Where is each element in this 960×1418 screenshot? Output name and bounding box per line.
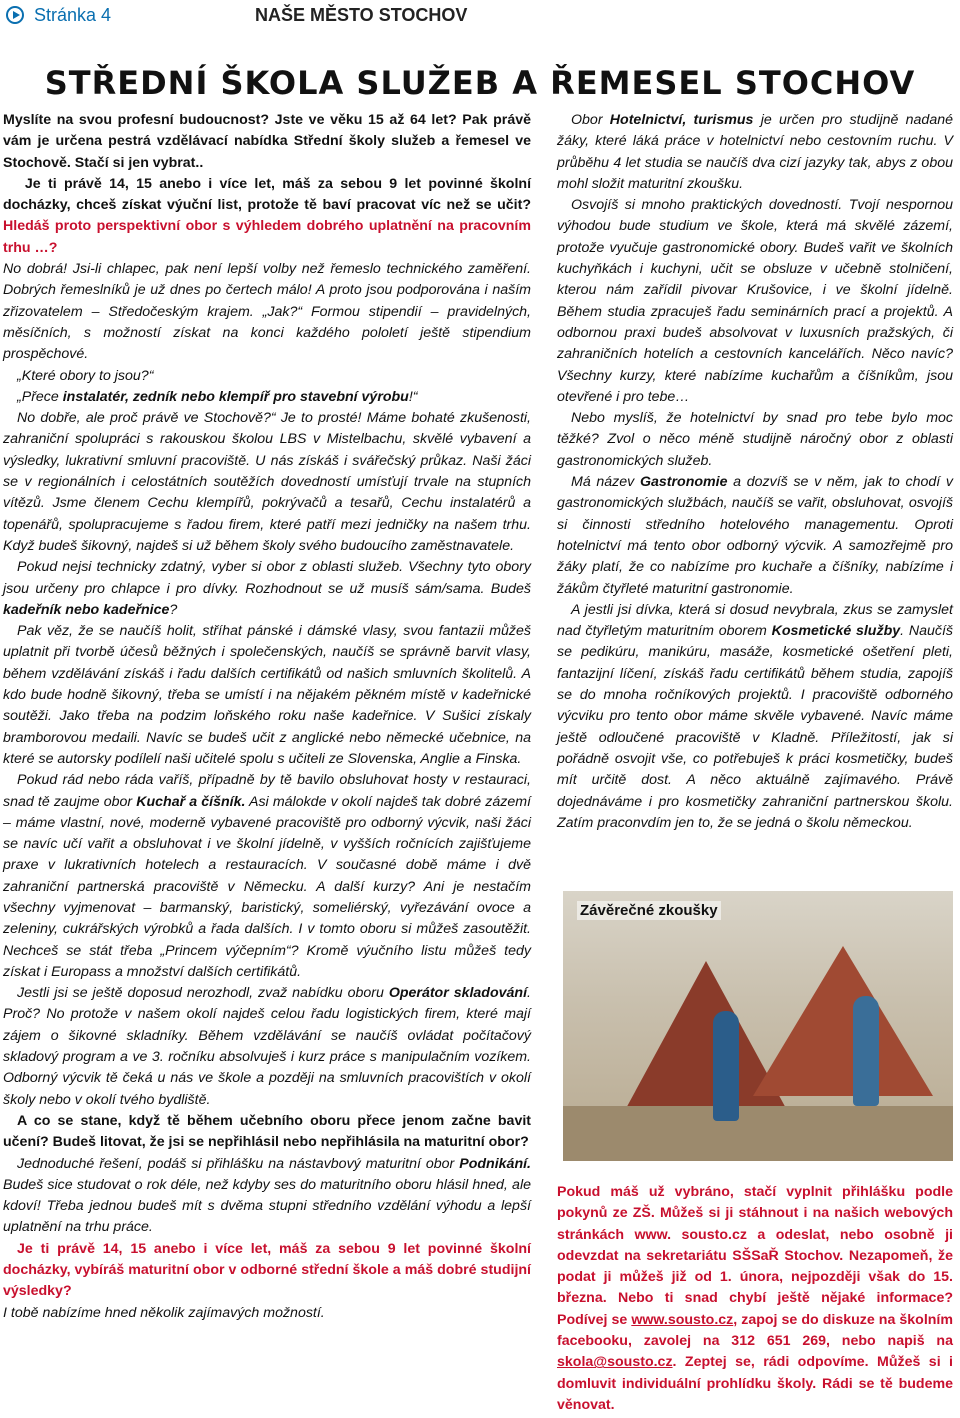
page-label: Stránka 4: [34, 5, 112, 25]
hotel-paragraph: Obor Hotelnictví, turismus je určen pro studijně nadané žáky, které láká práce v hotelnictví nebo cestovním ruchu. V průběhu 4 let studia se naučíš dva cizí jazyky tak, abys z obou mohl složit maturitní zkoušku.: [557, 112, 953, 192]
student-figure: [713, 1011, 739, 1121]
services-paragraph: Pokud nejsi technicky zdatný, vyber si obor z oblasti služeb. Všechny tyto obory jsou určeny pro chlapce i pro dívky. Rozhodnout se už musíš sám/sama. Budeš kadeřník nebo kadeřnice?: [3, 559, 531, 618]
cook-paragraph: Pokud rád nebo ráda vaříš, případně by tě bavilo obsluhovat hosty v restauraci, snad tě zaujme obor Kuchař a číšník. Asi málokde v okolí najdeš tak dobré zázemí – máme vlastní, nové, moderně vybavené pracoviště pro odborný výcvik, naši žáci se navíc učí vařit a obsluhovat i ve školní jídelně, v vyšších ročnících zajišťujeme praxe v lukrativních hotelech a restauracích. V současné době máme i dvě zahraniční partnerská pracoviště v Německu. A další kurzy? Ani je nestačím všechny vyjmenovat – barmanský, baristický, someliérský, vyřezávání ovoce a zeleniny, cukrářských výrobků a řada dalších. I v tomto oboru si můžeš zasoutěžit. Nechceš se stát třeba „Princem výčepním“? Kromě výučního listu můžeš tedy získat i Europass a množství dalších certifikátů.: [3, 772, 531, 980]
photo-caption: Závěrečné zkoušky: [577, 901, 721, 920]
roof-model: [753, 946, 933, 1096]
maturita-intro: Je ti právě 14, 15 anebo i více let, máš za sebou 9 let povinné školní docházky, vybíráš maturitní obor v odborné střední škole a máš dobré studijní výsledky?: [3, 1240, 531, 1300]
application-box: Pokud máš už vybráno, stačí vyplnit přihlášku podle pokynů ze ZŠ. Můžeš si ji stáhnout i na našich webových stránkách www. sousto.cz a odeslat, nebo osobně ji odevzdat na sekretariátu SŠSaŘ Stochov. Nezapomeň, že podat ji můžeš již od 1. února, nejpozději však do 15. března. Nebo ti snad chybí ještě nějaké informace? Podívej se www.sousto.cz, zapoj se do diskuze na školním facebooku, zavolej na 312 651 269, nebo napiš na skola@sousto.cz. Zeptej se, rádi odpovíme. Můžeš si i domluvit individuální prohlídku školy. Rádi se tě budeme věnovat.: [557, 1184, 953, 1413]
left-column: [3, 110, 531, 1324]
maturita-question: A co se stane, když tě během učebního oboru přece jenom začne bavit učení? Budeš litovat, že jsi se nepřihlásil nebo nepřihlásila na maturitní obor?: [3, 1112, 531, 1151]
student-figure: [853, 996, 879, 1106]
gastronomy-paragraph: Má název Gastronomie a dozvíš se v něm, jak to chodí v gastronomických službách, naučíš se vařit, obsluhovat, osvojíš si činnosti středního hotelového managementu. Oproti hotelnictví má tento obor odborný výcvik. A samozřejmě pro žáky platí, že co nabízíme pro kuchaře a číšníky, nabízíme i žákům čtyřleté maturitní gastronomie.: [557, 474, 954, 597]
skills-paragraph: Osvojíš si mnoho praktických dovedností. Tvojí nespornou výhodou bude studium ve škole, která má skvělé zázemí, protože vyučuje gastronomické obory. Budeš vařit ve školních kuchyňkách i kuchyni, učit se obsluze v učebně stolničení, kterou nám zařídil pivovar Krušovice, i ve školní jídelně. Během studia zpracuješ řadu seminárních prací a projektů. A odbornou praxi budeš absolvovat v luxusních pražských, či zahraničních hotelích a cestovních kancelářích. Něco navíc? Všechny kurzy, které nabízíme kuchařům a číšníkům, jsou otevřené i pro tebe…: [557, 197, 953, 405]
play-icon[interactable]: [6, 6, 24, 24]
gastro-question: Nebo myslíš, že hotelnictví by snad pro tebe bylo moc těžké? Zvol o něco méně studijně náročný obor z oblasti gastronomických služeb.: [557, 410, 953, 469]
article-title: STŘEDNÍ ŠKOLA SLUŽEB A ŘEMESEL STOCHOV: [44, 64, 916, 102]
newspaper-name: NAŠE MĚSTO STOCHOV: [255, 5, 468, 25]
why-stochov-paragraph: No dobře, ale proč právě ve Stochově?“ Je to prosté! Máme bohaté zkušenosti, zahraniční spolupráci s rakouskou školou LBS v Mistelbachu, skvělé vybavení a výsledky, lukrativní smluvní pracoviště. U nás získáš i svářečský průkaz. Naši žáci se v regionálních i celostátních soutěžích dovedností umísťují trvale na stupních vítězů. Jsme členem Cechu klempířů, pokrývačů a tesařů, Cechu instalatérů a topenářů, spolupracujeme s řadou firem, které patří mezi jedničky na našem trhu. Když budeš šikovný, najdeš si už během školy svého budoucího zaměstnavatele.: [3, 410, 531, 554]
right-column: [557, 110, 953, 834]
intro-paragraph: Myslíte na svou profesní budoucnost? Jste ve věku 15 až 64 let? Pak právě vám je určena pestrá vzdělávací nabídka Střední školy služeb a řemesel ve Stochově. Stačí si jen vybrat..: [3, 112, 531, 171]
question-line: „Které obory to jsou?“: [17, 367, 154, 384]
closing-line: I tobě nabízíme hned několik zajímavých možností.: [3, 1304, 325, 1321]
page-header: [0, 0, 960, 30]
exam-photo: [563, 891, 953, 1161]
business-paragraph: Jednoduché řešení, podáš si přihlášku na nástavbový maturitní obor Podnikání. Budeš sice studovat o rok déle, než kdyby ses do maturitního oboru hlásil hned, ale kdoví! Třeba jednou budeš mít s dvěma stupni středního vzdělání výhodu a lepší uplatnění na trhu práce.: [3, 1155, 531, 1236]
technical-paragraph: No dobrá! Jsi-li chlapec, pak není lepší volby než řemeslo technického zaměření. Dobrých řemeslníků je už dnes po čertech málo! A proto jsou podporována i naším zřizovatelem – Středočeským krajem. „Jak?“ Formou stipendií – pravidelných, měsíčních, s možností získat na konci každého pololetí ještě stipendium prospěchové.: [3, 261, 531, 363]
apprentice-intro: Je ti právě 14, 15 anebo i více let, máš za sebou 9 let povinné školní docházky, chceš získat výuční list, protože tě baví pracovat víc než se učit? Hledáš proto perspektivní obor s výhledem dobrého uplatnění na pracovním trhu …?: [3, 175, 532, 256]
cosmetics-paragraph: A jestli jsi dívka, která si dosud nevybrala, zkus se zamyslet nad čtyřletým maturitním oborem Kosmetické služby. Naučíš se pedikúru, manikúru, masáže, kosmetické ošetření pleti, fantazijní líčení, získáš řadu certifikátů během studia, zapojíš se do mnoha ročníkových projektů. I pracoviště odborného výcviku pro tento obor máme skvěle vybavené. Navíc máme ještě odloučené pracoviště v Kladně. Příležitostí, jak si pořádně osvojit vše, co potřebuješ k práci kosmetičky, budeš mít určitě dost. A něco aktuálně zajímavého. Právě dojednáváme i pro kosmetičky zahraniční partnerskou školu. Zatím praconvdím jen to, že se jedná o školu německou.: [557, 601, 953, 831]
hairdresser-paragraph: Pak věz, že se naučíš holit, stříhat pánské i dámské vlasy, svou fantazii můžeš uplatnit při tvorbě účesů běžných i společenských, naučíš se správně barvit vlasy, během vzdělávání získáš i řadu dalších certifikátů od našich smluvních školitelů. A kdo bude hodně šikovný, třeba se umístí i na nějakém pěkném místě v kadeřnické soutěži. Jako třeba na podzim loňského roku naše kadeřnice. V Sušici získaly bramborovou medaili. Navíc se budeš učit z anglické nebo německé učebnice, na které se autorsky podílelí naši učitelé spolu s učiteli ze Slovenska, Anglie a Finska.: [3, 623, 531, 767]
email-link[interactable]: skola@sousto.cz: [557, 1354, 673, 1371]
workshop-floor: [563, 1106, 953, 1161]
website-link[interactable]: www.sousto.cz: [631, 1311, 734, 1328]
warehouse-paragraph: Jestli jsi se ještě doposud nerozhodl, zvaž nabídku oboru Operátor skladování. Proč? No protože v našem okolí najdeš celou řadu logistických firem, které mají zájem o šikovné skladníky. Během vzdělávání se naučíš ovládat počítačový skladový program a ve 3. ročníku absolvuješ i kurz práce s manipulačním vozíkem. Odborný výcvik tě čeká u nás ve škole a později na smluvních pracovištích v okolí školy nebo v okolí tvého bydliště.: [3, 985, 531, 1108]
answer-line: „Přece instalatér, zedník nebo klempíř pro stavební výrobu!“: [17, 388, 418, 405]
